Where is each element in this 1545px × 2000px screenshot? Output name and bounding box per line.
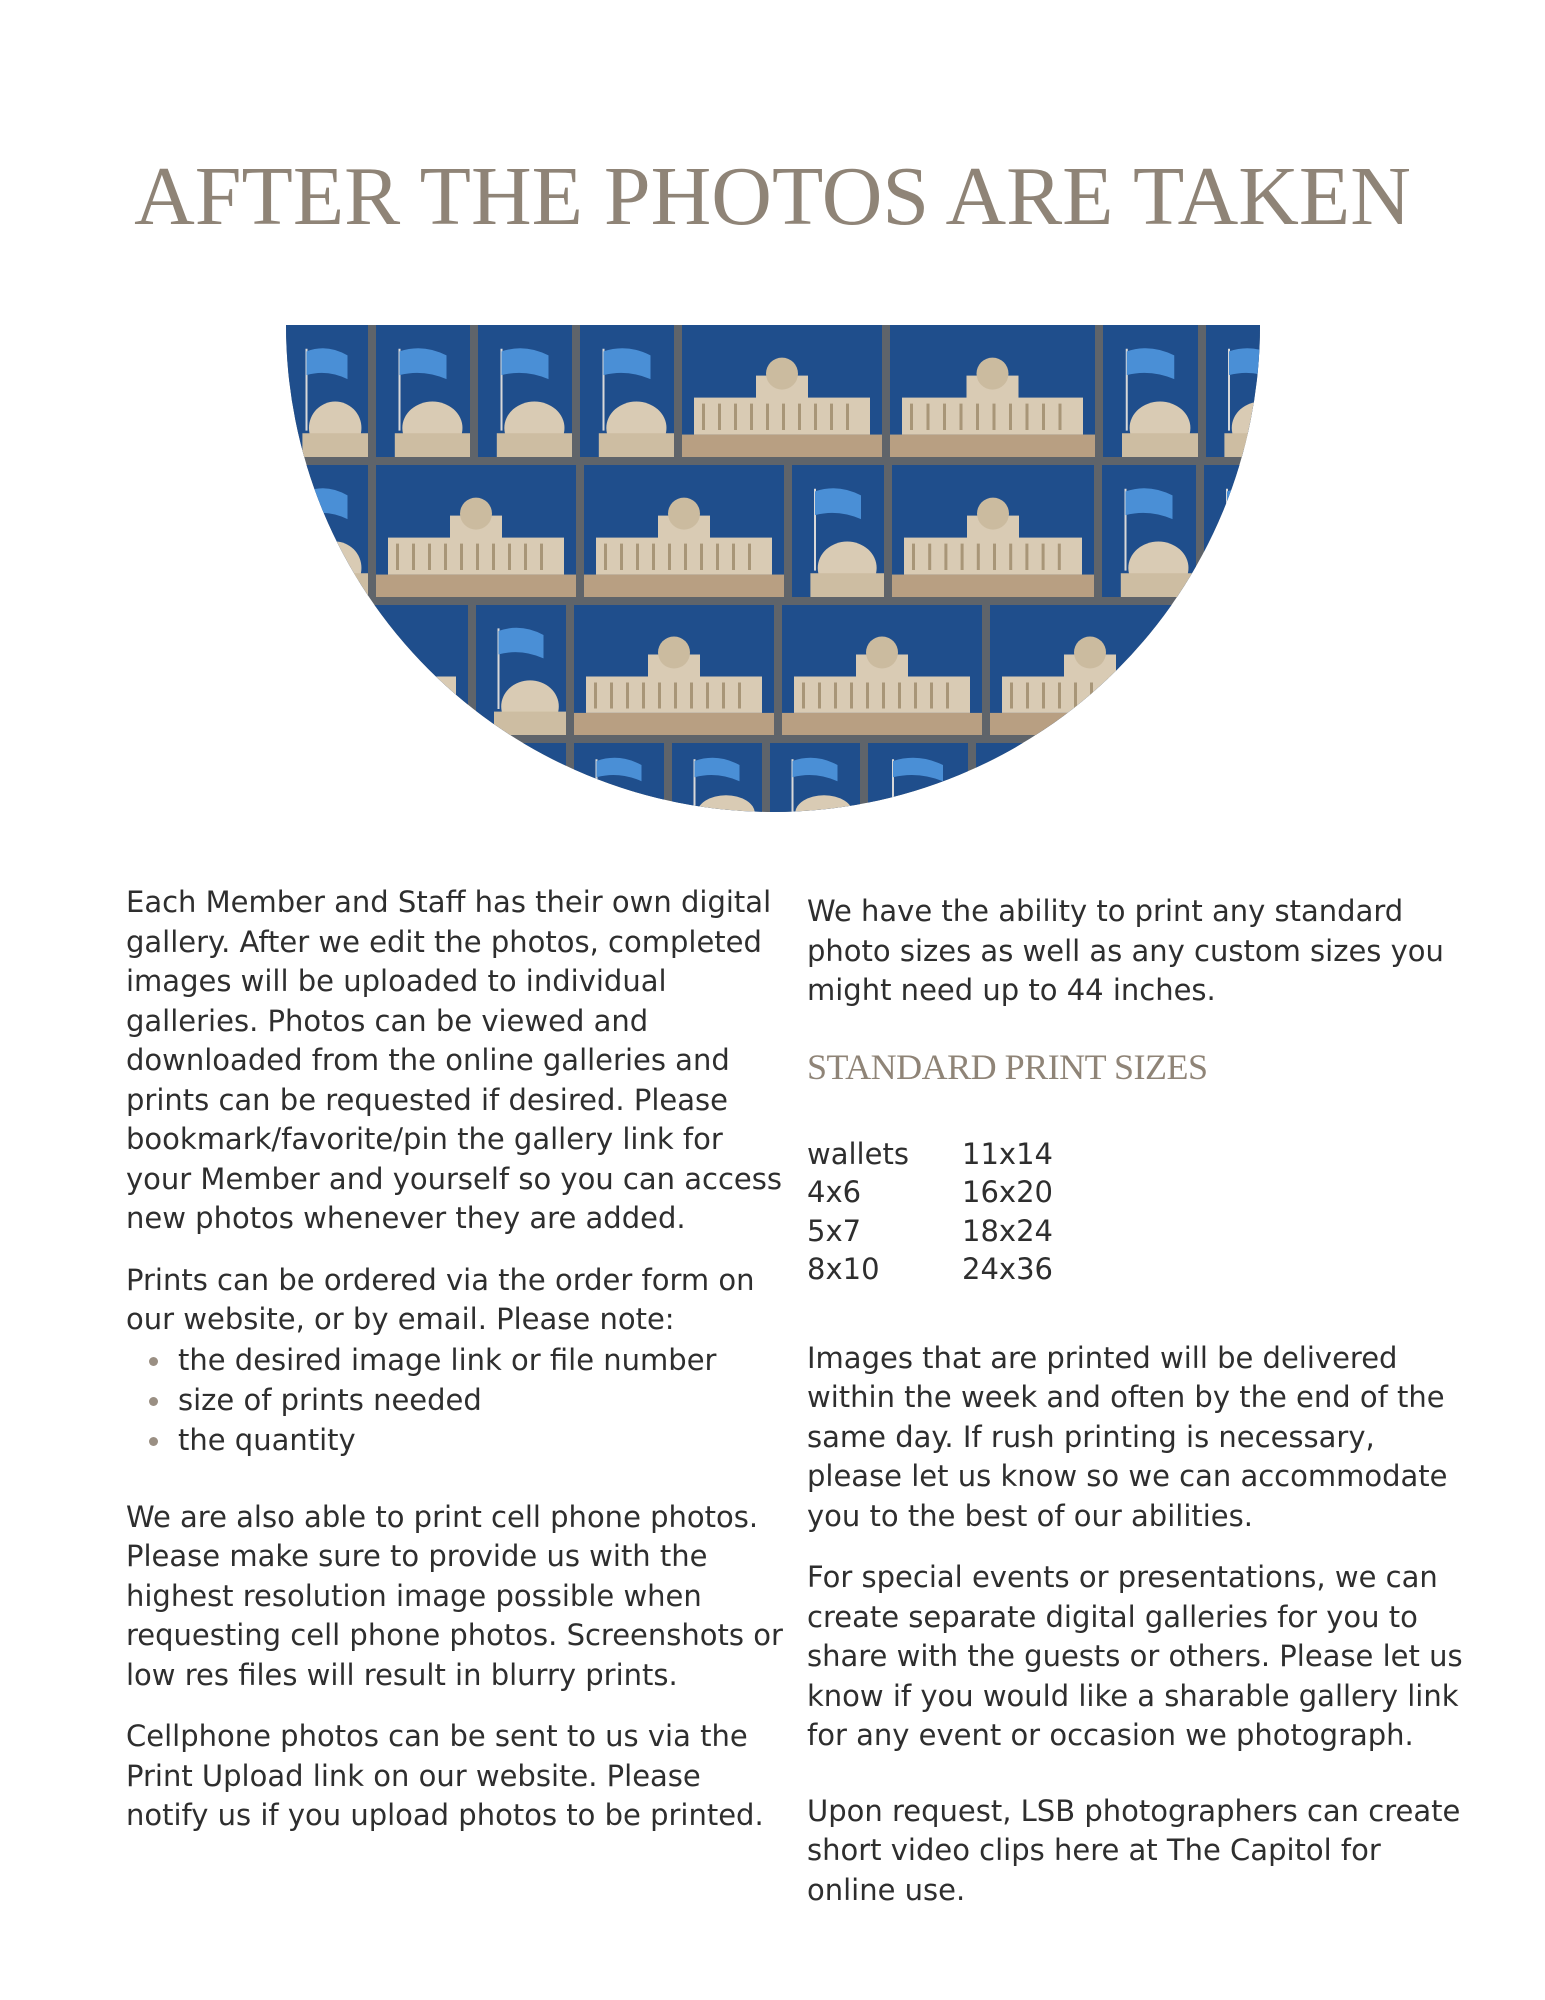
order-requirements-list [126,1340,786,1460]
photo-tile [286,605,468,735]
left-column [126,883,786,1836]
photo-tile [584,465,784,597]
list-item: the desired image link or file number [126,1340,786,1380]
list-item: size of prints needed [126,1380,786,1420]
upload-paragraph: Cellphone photos can be sent to us via the Print Upload link on our website. Please notify us if you upload photos to be printed. [126,1719,764,1832]
photo-tile [376,465,576,597]
photo-tile [976,743,1260,812]
photo-tile [782,605,982,735]
photo-tile [868,743,968,812]
ordering-paragraph: Prints can be ordered via the order form on our website, or by email. Please note: [126,1262,755,1336]
delivery-paragraph: Images that are printed will be delivered within the week and often by the end of the same day. If rush printing is necessary, please let us know so we can accommodate you to the best of our abilities. [807,1340,1448,1533]
photo-tile [682,325,882,457]
photo-tile [478,325,572,457]
photo-tile [990,605,1190,735]
photo-tile [770,743,860,812]
size-cell: 18x24 [962,1213,1053,1248]
print-ability-paragraph: We have the ability to print any standard photo sizes as well as any custom sizes you might need up to 44 inches. [807,894,1444,1007]
photo-tile [890,325,1095,457]
size-cell: 4x6 [807,1175,862,1209]
photo-tile [1102,465,1196,597]
print-sizes-table [807,1135,1477,1289]
photo-tile [792,465,884,597]
size-cell: 16x20 [962,1175,1053,1209]
list-item: the quantity [126,1420,786,1460]
video-clips-paragraph: Upon request, LSB photographers can create short video clips here at The Capitol for online use. [807,1793,1461,1907]
photo-tile [1103,325,1198,457]
photo-tile [672,743,762,812]
size-cell: 24x36 [962,1252,1053,1286]
photo-collage [286,325,1260,812]
photo-tile [574,743,664,812]
size-cell: 11x14 [962,1136,1053,1171]
size-cell: 5x7 [807,1213,862,1248]
size-cell: wallets [807,1136,909,1171]
photo-tile [476,605,566,735]
cell-phone-paragraph: We are also able to print cell phone photos. Please make sure to provide us with the highest resolution image possible when requesting cell phone photos. Screenshots or low res files will result in blurry prints. [126,1499,783,1692]
photo-tile [286,465,368,597]
print-sizes-heading: STANDARD PRINT SIZES [807,1046,1208,1087]
special-events-paragraph: For special events or presentations, we can create separate digital galleries for you to share with the guests or others. Please let us know if you would like a sharable gallery link for any event or occasion we photograph. [807,1560,1463,1752]
right-column [807,892,1477,1910]
photo-tile [286,743,566,812]
photo-tile [580,325,674,457]
size-cell: 8x10 [807,1252,880,1286]
page-title: AFTER THE PHOTOS ARE TAKEN [134,150,1411,243]
photo-tile [574,605,774,735]
photo-tile [376,325,470,457]
photo-tile [1206,325,1260,457]
photo-tile [286,325,368,457]
photo-tile [1204,465,1260,597]
photo-tile [1198,605,1260,735]
photo-tile [892,465,1094,597]
gallery-paragraph: Each Member and Staff has their own digital gallery. After we edit the photos, completed images will be uploaded to individual galleries. Photos can be viewed and downloaded from the online galleries and prints can be requested if desired. Please bookmark/favorite/pin the gallery link for your Member and yourself so you can access new photos whenever they are added. [126,885,782,1235]
